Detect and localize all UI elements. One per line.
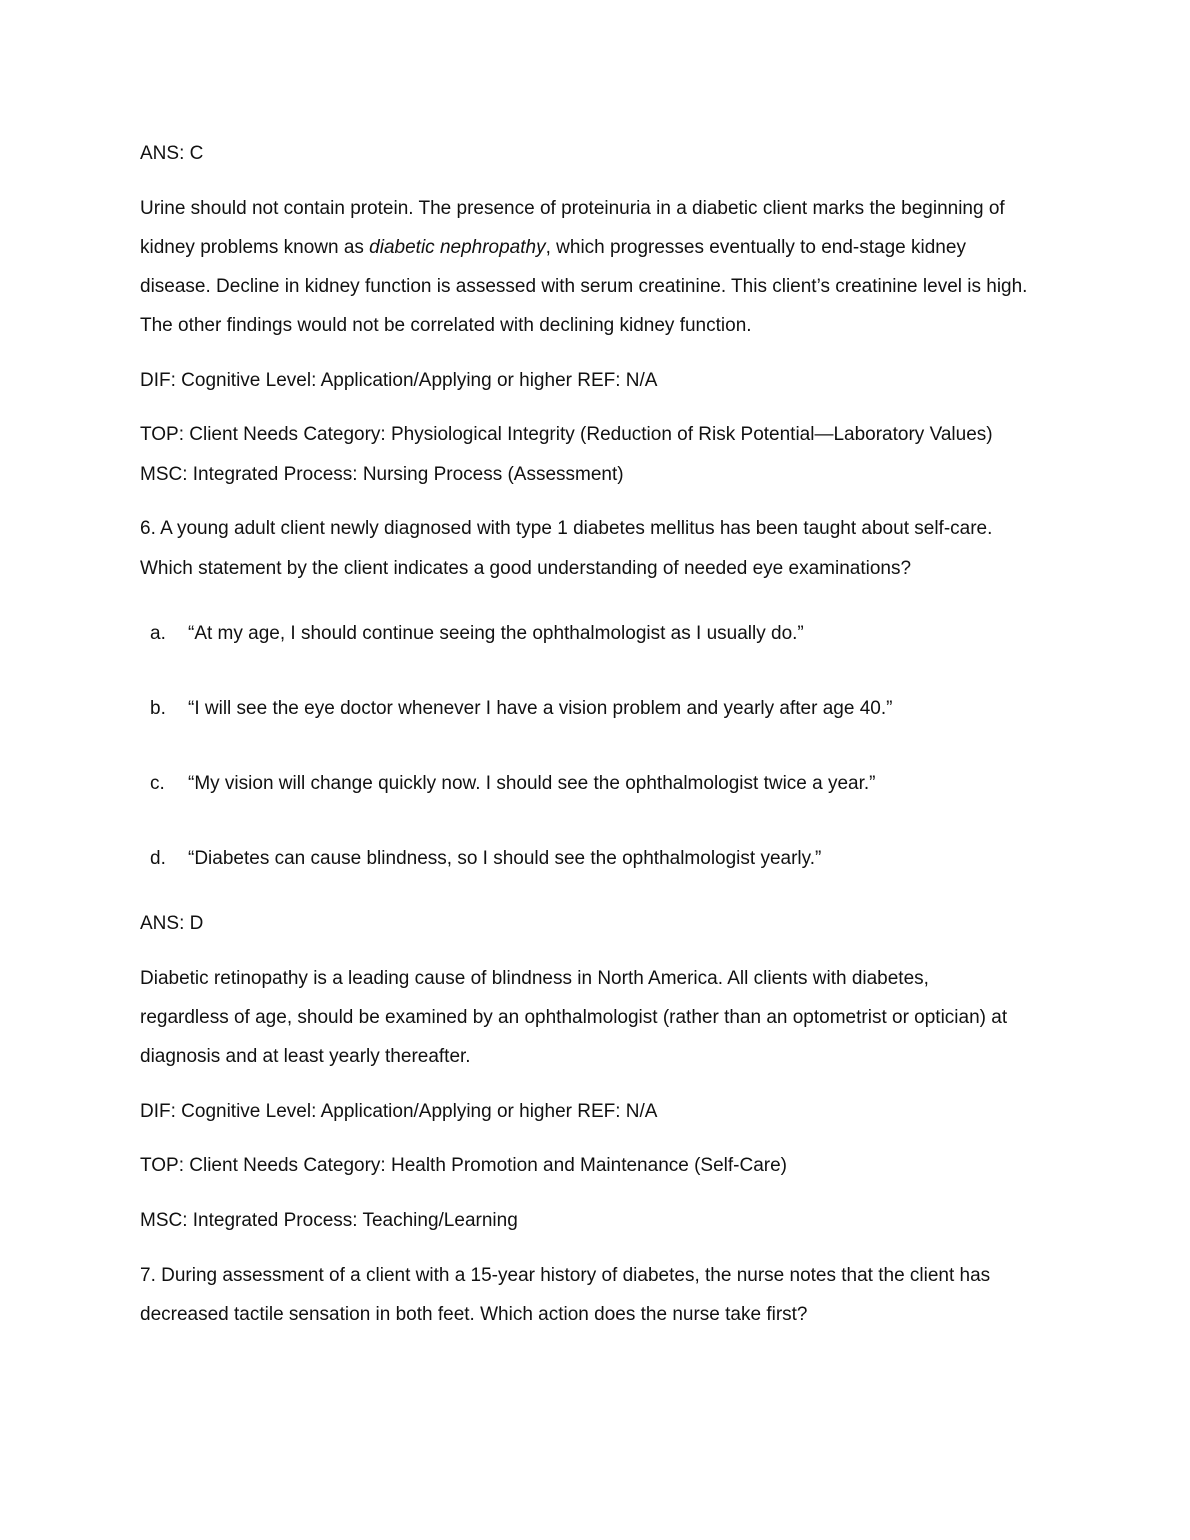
q6-top: TOP: Client Needs Category: Health Promotion and Maintenance (Self-Care) (140, 1155, 788, 1176)
q6-rationale-line: regardless of age, should be examined by an ophthalmologist (rather than an optometrist or optician) at (140, 1007, 1008, 1028)
q6-option-d (150, 847, 1050, 871)
q6-rationale-line: diagnosis and at least yearly thereafter. (140, 1046, 471, 1067)
q6-answer: ANS: D (140, 913, 204, 934)
q5-rationale-text: , which progresses eventually to end-stage kidney (545, 237, 966, 258)
option-letter: a. (150, 623, 166, 644)
q5-answer: ANS: C (140, 143, 204, 164)
q5-rationale-line: Urine should not contain protein. The presence of proteinuria in a diabetic client marks the beginning of (140, 198, 1005, 219)
q7-stem-line: 7. During assessment of a client with a 15-year history of diabetes, the nurse notes that the client has (140, 1265, 991, 1286)
option-text: “Diabetes can cause blindness, so I should see the ophthalmologist yearly.” (188, 848, 822, 869)
q6-stem-line: Which statement by the client indicates a good understanding of needed eye examinations? (140, 558, 912, 579)
q6-option-a (150, 622, 1050, 646)
q6-stem-line: 6. A young adult client newly diagnosed with type 1 diabetes mellitus has been taught about self-care. (140, 518, 993, 539)
q5-rationale-line (140, 236, 1070, 260)
q6-rationale-line: Diabetic retinopathy is a leading cause of blindness in North America. All clients with diabetes, (140, 968, 929, 989)
q5-rationale-line: The other findings would not be correlated with declining kidney function. (140, 315, 752, 336)
option-letter: b. (150, 698, 166, 719)
q5-rationale-term: diabetic nephropathy (369, 237, 546, 258)
q6-option-b (150, 697, 1050, 721)
option-text: “At my age, I should continue seeing the ophthalmologist as I usually do.” (188, 623, 804, 644)
q7-stem-line: decreased tactile sensation in both feet. Which action does the nurse take first? (140, 1304, 808, 1325)
option-letter: c. (150, 773, 165, 794)
option-letter: d. (150, 848, 166, 869)
q6-dif: DIF: Cognitive Level: Application/Applying or higher REF: N/A (140, 1101, 658, 1122)
q5-rationale-line: disease. Decline in kidney function is assessed with serum creatinine. This client’s creatinine level is high. (140, 276, 1028, 297)
option-text: “My vision will change quickly now. I should see the ophthalmologist twice a year.” (188, 773, 876, 794)
q5-dif: DIF: Cognitive Level: Application/Applying or higher REF: N/A (140, 370, 658, 391)
q6-option-c (150, 772, 1050, 796)
option-text: “I will see the eye doctor whenever I have a vision problem and yearly after age 40.” (188, 698, 893, 719)
q5-top: TOP: Client Needs Category: Physiological Integrity (Reduction of Risk Potential—Laboratory Values) (140, 424, 993, 445)
q5-msc: MSC: Integrated Process: Nursing Process (Assessment) (140, 464, 624, 485)
q6-msc: MSC: Integrated Process: Teaching/Learning (140, 1210, 518, 1231)
q5-rationale-text: kidney problems known as (140, 237, 370, 258)
